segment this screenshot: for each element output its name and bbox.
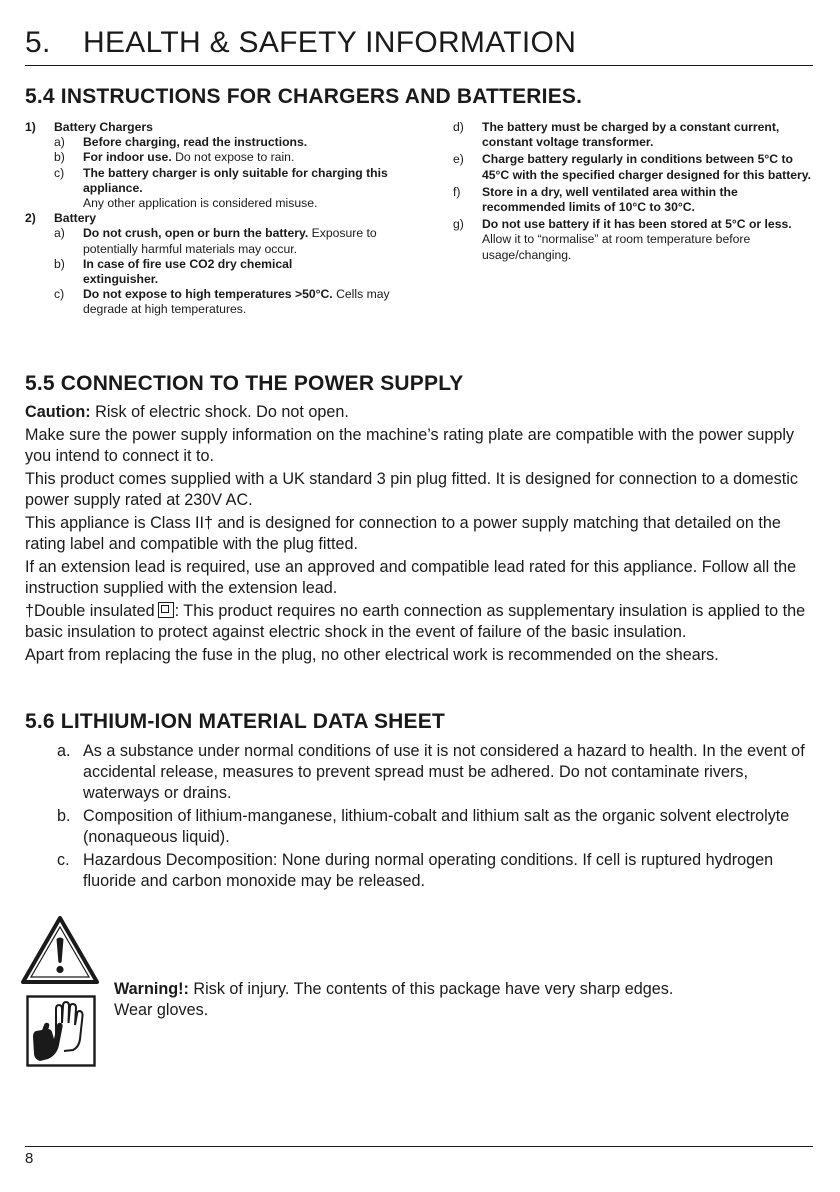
item-label: g) [453,217,464,232]
paragraph: Apart from replacing the fuse in the plug, no other electrical work is recommended on the shears. [25,645,719,664]
list-item [25,166,415,212]
item-bold-text: The battery charger is only suitable for charging this appliance. [83,165,388,195]
list-item [453,120,813,150]
gloves-icon [26,995,96,1067]
warning-message [114,979,794,1021]
double-insulated-paragraph [25,601,815,643]
section-5-6-list [25,741,815,894]
item-bold-text: Do not expose to high temperatures >50°C. [83,287,333,302]
double-insulated-label: †Double insulated [25,601,155,620]
list-item [25,287,415,317]
section-5-5-title: CONNECTION TO THE POWER SUPPLY [60,372,464,395]
item-text: Composition of lithium-manganese, lithium-cobalt and lithium salt as the organic solvent electrolyte (nonaqueous liquid). [83,807,790,847]
list-item [25,226,415,256]
list-item [25,850,815,892]
group-number: 1) [25,120,36,134]
item-text: As a substance under normal conditions of use it is not considered a hazard to health. In the event of accidental release, measures to prevent spread must be adhered. Do not contaminate rivers, waterways or drains. [83,742,805,803]
caution-paragraph [25,402,815,423]
item-bold-text: Store in a dry, well ventilated area within the recommended limits of 10°C to 30°C. [482,184,738,215]
section-5-4-heading [25,85,582,109]
item-label: a) [54,226,65,241]
item-bold-text: Do not use battery if it has been stored at 5°C or less. [482,217,792,232]
section-5-6-number: 5.6 [25,710,55,733]
item-text: Allow it to “normalise” at room temperature before usage/changing. [482,232,751,262]
item-bold-text: The battery must be charged by a constant current, constant voltage transformer. [482,120,780,150]
paragraph: If an extension lead is required, use an approved and compatible lead rated for this appliance. Follow all the instruction supplied with the extension lead. [25,557,797,597]
item-bold-text: For indoor use. [83,150,172,165]
item-label: f) [453,184,461,199]
footer-rule [25,1146,813,1147]
item-label: e) [453,152,464,167]
group-title: Battery Chargers [54,120,153,134]
item-text: Exposure to potentially harmful materials may occur. [83,226,377,256]
double-insulated-text: : This product requires no earth connection as supplementary insulation is applied to the basic insulation to protect against electric shock in the event of failure of the basic insulation. [25,601,806,641]
item-bold-text: Do not crush, open or burn the battery. [83,226,309,241]
list-item [453,152,813,182]
item-bold-text: Before charging, read the instructions. [83,135,308,150]
paragraph: This product comes supplied with a UK standard 3 pin plug fitted. It is designed for connection to a domestic power supply rated at 230V AC. [25,469,798,509]
list-item [453,185,813,215]
page-title-text: HEALTH & SAFETY INFORMATION [83,26,577,59]
section-5-4-left-column [25,120,415,318]
section-5-6-title: LITHIUM-ION MATERIAL DATA SHEET [60,710,445,733]
warning-triangle-icon [20,915,100,985]
section-5-5-number: 5.5 [25,372,55,395]
list-item [25,806,815,848]
item-bold-text: Charge battery regularly in conditions between 5°C to 45°C with the specified charger designed for this battery. [482,152,812,182]
item-label: c) [54,287,65,302]
item-label: c. [57,851,70,870]
item-text: Hazardous Decomposition: None during normal operating conditions. If cell is ruptured hydrogen fluoride and carbon monoxide may be released. [83,851,774,891]
warning-label: Warning!: [114,980,189,998]
warning-text: Risk of injury. The contents of this package have very sharp edges. [188,980,674,998]
group-battery-heading [25,211,415,226]
header-rule [25,65,813,66]
section-5-5-body [25,402,815,668]
caution-label: Caution: [25,403,91,421]
item-label: a) [54,135,65,150]
item-label: b) [54,256,65,271]
paragraph: Make sure the power supply information on the machine’s rating plate are compatible with the power supply you intend to connect it to. [25,425,795,465]
item-label: a. [57,742,71,760]
item-bold-text: In case of fire use CO2 dry chemical extinguisher. [83,256,293,287]
page-title-number: 5. [25,26,51,59]
item-label: b. [57,807,71,826]
list-item [25,150,415,165]
section-5-6-heading [25,710,445,734]
item-text: Do not expose to rain. [171,150,295,165]
page-number: 8 [25,1150,34,1167]
item-text: Cells may degrade at high temperatures. [83,287,390,317]
caution-text: Risk of electric shock. Do not open. [90,403,349,421]
paragraph: This appliance is Class II† and is designed for connection to a power supply matching that detailed on the rating label and compatible with the plug fitted. [25,513,781,553]
section-5-4-number: 5.4 [25,85,55,108]
item-label: c) [54,165,65,180]
list-item [25,741,815,805]
section-5-4-title: INSTRUCTIONS FOR CHARGERS AND BATTERIES. [60,85,583,108]
section-5-4-right-column [453,120,813,263]
item-text: Any other application is considered misuse. [83,196,318,211]
item-label: d) [453,120,464,134]
section-5-5-heading [25,372,464,396]
list-item [25,135,415,150]
double-insulated-icon [158,602,174,618]
warning-text-line2: Wear gloves. [114,1001,209,1020]
group-title: Battery [54,211,96,226]
page-title [25,26,576,60]
item-label: b) [54,150,65,165]
list-item [25,257,415,287]
group-battery-chargers-heading [25,120,415,135]
group-number: 2) [25,211,36,226]
list-item [453,217,813,263]
